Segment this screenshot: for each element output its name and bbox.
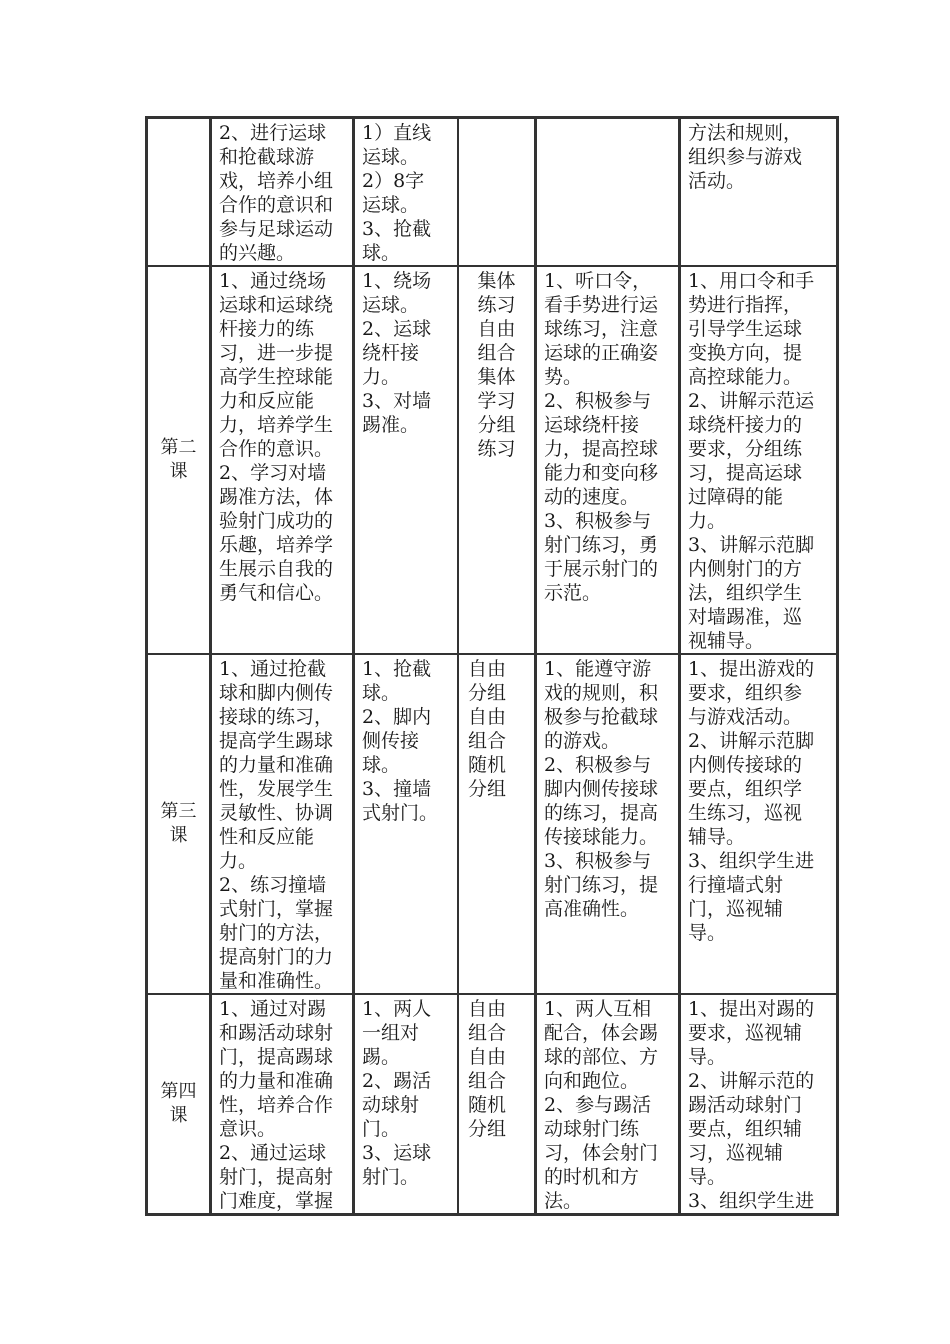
lesson-cell: 第四 课 [148,995,212,1213]
teacher-activity-cell: 方法和规则， 组织参与游戏 活动。 [681,119,836,267]
lesson-plan-table [145,116,839,1216]
content-cell: 1、两人 一组对 踢。 2、踢活 动球射 门。 3、运球 射门。 [355,995,459,1213]
table-row [148,119,836,267]
student-activity-cell: 1、两人互相 配合，体会踢 球的部位、方 向和跑位。 2、参与踢活 动球射门练 习，体会射门 的时机和方 法。 [537,995,681,1213]
objective-cell: 1、通过抢截 球和脚内侧传 接球的练习， 提高学生踢球 的力量和准确 性，发展学生 灵敏性、协调 性和反应能 力。 2、练习撞墙 式射门，掌握 射门的方法， 提高射门的力 量和准确性。 [212,655,355,995]
organization-cell: 集体 练习 自由 组合 集体 学习 分组 练习 [459,267,537,655]
objective-cell: 1、通过绕场 运球和运球绕 杆接力的练 习，进一步提 高学生控球能 力和反应能 力，培养学生 合作的意识。 2、学习对墙 踢准方法，体 验射门成功的 乐趣，培养学 生展示自我的 勇气和信心。 [212,267,355,655]
organization-cell: 自由 组合 自由 组合 随机 分组 [459,995,537,1213]
content-cell: 1）直线 运球。 2）8字 运球。 3、抢截 球。 [355,119,459,267]
student-activity-cell [537,119,681,267]
teacher-activity-cell: 1、提出对踢的 要求，巡视辅 导。 2、讲解示范的 踢活动球射门 要点，组织辅 习，巡视辅 导。 3、组织学生进 [688,998,815,1212]
teacher-activity-cell: 1、用口令和手 势进行指挥， 引导学生运球 变换方向，提 高控球能力。 2、讲解示范运 球绕杆接力的 要求，分组练 习，提高运球 过障碍的能 力。 3、讲解示范脚 内侧射门的方 法，组织学生 对墙踢准，巡 视辅导。 [681,267,836,655]
organization-cell [459,119,537,267]
content-cell: 1、绕场 运球。 2、运球 绕杆接 力。 3、对墙 踢准。 [355,267,459,655]
table-row [148,655,836,995]
lesson-cell [148,119,212,267]
content-cell: 1、抢截 球。 2、脚内 侧传接 球。 3、撞墙 式射门。 [355,655,459,995]
lesson-cell: 第二 课 [148,267,212,655]
table-row [148,995,836,1213]
objective-cell: 2、进行运球 和抢截球游 戏，培养小组 合作的意识和 参与足球运动 的兴趣。 [212,119,355,267]
teacher-activity-cell: 1、提出游戏的 要求，组织参 与游戏活动。 2、讲解示范脚 内侧传接球的 要点，组织学 生练习，巡视 辅导。 3、组织学生进 行撞墙式射 门，巡视辅 导。 [681,655,836,995]
student-activity-cell: 1、听口令， 看手势进行运 球练习，注意 运球的正确姿 势。 2、积极参与 运球绕杆接 力，提高控球 能力和变向移 动的速度。 3、积极参与 射门练习，勇 于展示射门的 示范。 [537,267,681,655]
lesson-cell: 第三 课 [148,655,212,995]
table-row [148,267,836,655]
student-activity-cell: 1、能遵守游 戏的规则，积 极参与抢截球 的游戏。 2、积极参与 脚内侧传接球 的练习，提高 传接球能力。 3、积极参与 射门练习，提 高准确性。 [537,655,681,995]
objective-cell: 1、通过对踢 和踢活动球射 门，提高踢球 的力量和准确 性，培养合作 意识。 2、通过运球 射门，提高射 门难度，掌握 [212,995,355,1213]
organization-cell: 自由 分组 自由 组合 随机 分组 [459,655,537,995]
